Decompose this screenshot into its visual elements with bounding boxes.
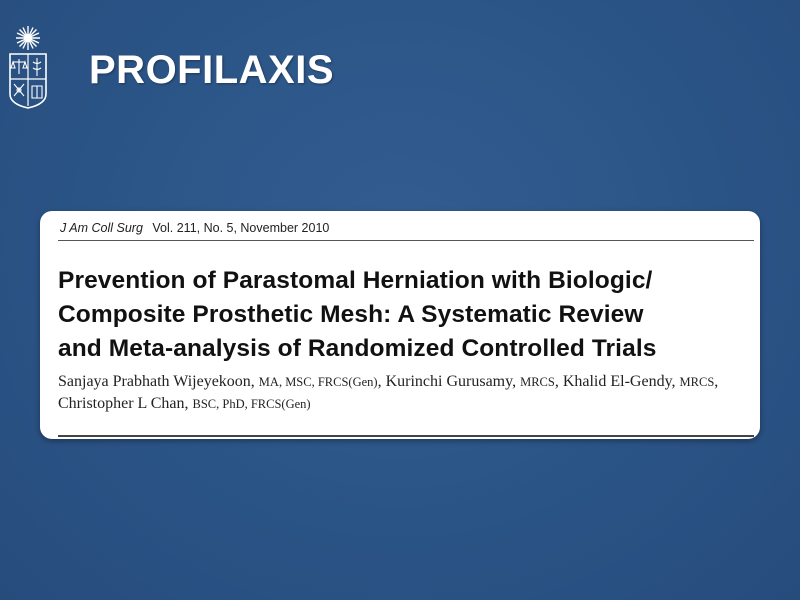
- author-degrees: MA, MSC, FRCS(Gen): [258, 375, 378, 389]
- author-name: Kurinchi Gurusamy: [385, 373, 513, 390]
- header-divider: [58, 240, 754, 241]
- university-crest-icon: [6, 24, 50, 110]
- article-title-line: and Meta-analysis of Randomized Controlled Trials: [58, 335, 657, 362]
- journal-clipping: [40, 211, 760, 439]
- footer-divider: [58, 435, 754, 437]
- author-name: Khalid El-Gendy: [562, 373, 672, 390]
- article-title-line: Prevention of Parastomal Herniation with Biologic/: [58, 267, 653, 294]
- journal-citation: [60, 221, 329, 235]
- slide-title: PROFILAXIS: [89, 48, 335, 92]
- author-degrees: MRCS: [520, 375, 555, 389]
- journal-issue: Vol. 211, No. 5, November 2010: [152, 221, 330, 235]
- article-title: [58, 264, 754, 366]
- article-title-line: Composite Prosthetic Mesh: A Systematic Review: [58, 301, 644, 328]
- author-list: Sanjaya Prabhath Wijeyekoon, MA, MSC, FRCS(Gen), Kurinchi Gurusamy, MRCS, Khalid El-Gendy, MRCS, Christopher L Chan, BSC, PhD, FRCS(Gen): [58, 373, 719, 412]
- author-degrees: MRCS: [679, 375, 715, 389]
- author-name: Sanjaya Prabhath Wijeyekoon: [58, 373, 251, 390]
- author-degrees: BSC, PhD, FRCS(Gen): [192, 397, 311, 411]
- journal-name: J Am Coll Surg: [60, 221, 143, 235]
- author-name: Christopher L Chan: [58, 395, 185, 412]
